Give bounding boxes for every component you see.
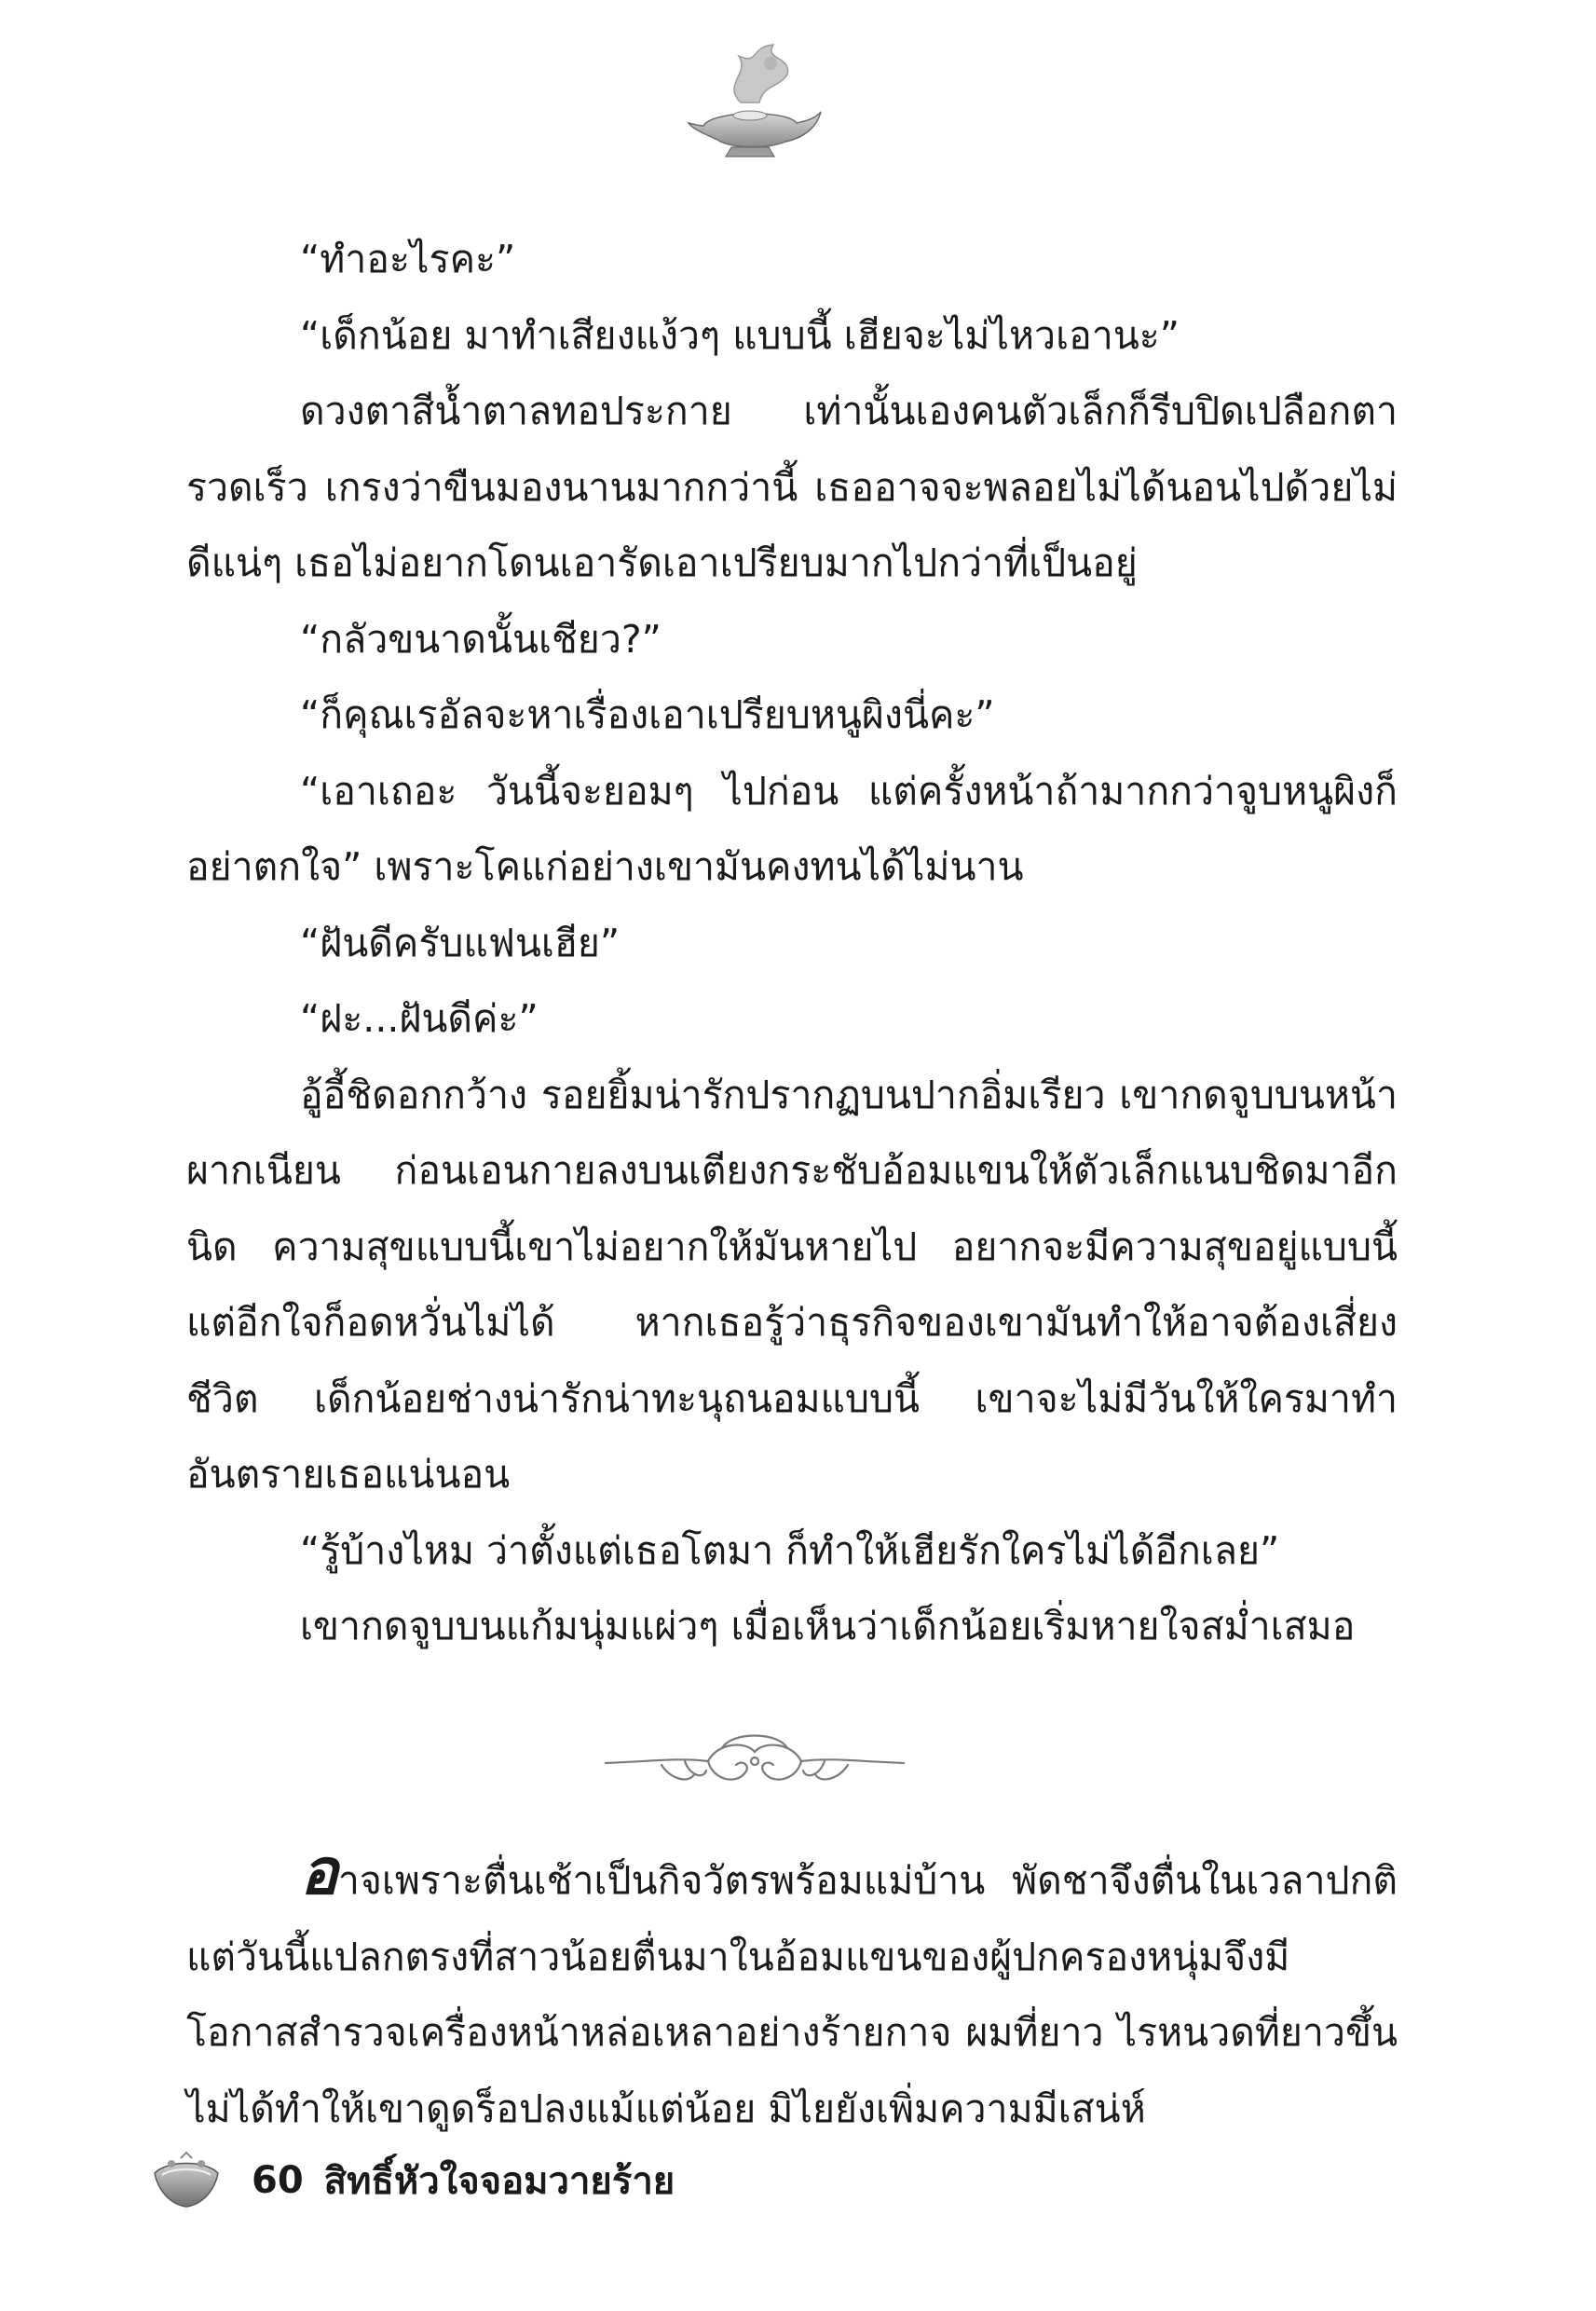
- chapter-text-section: [186, 1836, 1398, 2147]
- paragraph: อู้อี้ชิดอกกว้าง รอยยิ้มน่ารักปรากฏบนปากอิ่มเรียว เขากดจูบบนหน้าผากเนียน ก่อนเอนกายลงบนเตียงกระชับอ้อมแขนให้ตัวเล็กแนบชิดมาอีกนิด ความสุขแบบนี้เขาไม่อยากให้มันหายไป อยากจะมีความสุขอยู่แบบนี้ แต่อีกใจก็อดหวั่นไม่ได้ หากเธอรู้ว่าธุรกิจของเขามันทำให้อาจต้องเสี่ยงชีวิต เด็กน้อยช่างน่ารักน่าทะนุถนอมแบบนี้ เขาจะไม่มีวันให้ใครมาทำอันตรายเธอแน่นอน: [186, 1072, 1398, 1497]
- paragraph: [186, 1836, 1398, 2147]
- book-emblem-icon: [149, 2151, 224, 2210]
- paragraph: “ก็คุณเรอัลจะหาเรื่องเอาเปรียบหนูผิงนี่คะ”: [300, 692, 995, 737]
- paragraph: “เอาเถอะ วันนี้จะยอมๆ ไปก่อน แต่ครั้งหน้าถ้ามากกว่าจูบหนูผิงก็อย่าตกใจ” เพราะโคแก่อย่างเขามันคงทนได้ไม่นาน: [186, 768, 1398, 889]
- paragraph: “ฝะ...ฝันดีค่ะ”: [300, 996, 539, 1041]
- drop-cap: อ: [300, 1836, 338, 1909]
- book-title: สิทธิ์หัวใจจอมวายร้าย: [323, 2160, 675, 2203]
- chapter-text: [186, 222, 1398, 1665]
- paragraph: “ทำอะไรคะ”: [300, 237, 516, 281]
- paragraph: “รู้บ้างไหม ว่าตั้งแต่เธอโตมา ก็ทำให้เฮียรักใครไม่ได้อีกเลย”: [300, 1527, 1280, 1573]
- paragraph-text: าจเพราะตื่นเช้าเป็นกิจวัตรพร้อมแม่บ้าน พัดชาจึงตื่นในเวลาปกติ แต่วันนี้แปลกตรงที่สาวน้อยตื่นมาในอ้อมแขนของผู้ปกครองหนุ่มจึงมีโอกาสสำรวจเครื่องหน้าหล่อเหลาอย่างร้ายกาจ ผมที่ยาว ไรหนวดที่ยาวขึ้นไม่ได้ทำให้เขาดูดร็อปลงแม้แต่น้อย มิไยยังเพิ่มความมีเสน่ห์: [186, 1858, 1398, 2131]
- paragraph: ดวงตาสีน้ำตาลทอประกาย เท่านั้นเองคนตัวเล็กก็รีบปิดเปลือกตารวดเร็ว เกรงว่าขืนมองนานมากกว่านี้ เธออาจจะพลอยไม่ได้นอนไปด้วยไม่ดีแน่ๆ เธอไม่อยากโดนเอารัดเอาเปรียบมากไปกว่าที่เป็นอยู่: [186, 389, 1398, 585]
- genie-lamp-icon: [685, 37, 825, 168]
- page-footer: [149, 2143, 675, 2218]
- paragraph: “ฝันดีครับแฟนเฮีย”: [300, 920, 621, 965]
- scroll-divider-icon: [596, 1724, 913, 1798]
- page-number: 60: [252, 2159, 304, 2202]
- paragraph: เขากดจูบบนแก้มนุ่มแผ่วๆ เมื่อเห็นว่าเด็กน้อยเริ่มหายใจสม่ำเสมอ: [300, 1604, 1356, 1648]
- paragraph: “เด็กน้อย มาทำเสียงแง้วๆ แบบนี้ เฮียจะไม่ไหวเอานะ”: [300, 312, 1180, 358]
- paragraph: “กลัวขนาดนั้นเชียว?”: [300, 616, 662, 662]
